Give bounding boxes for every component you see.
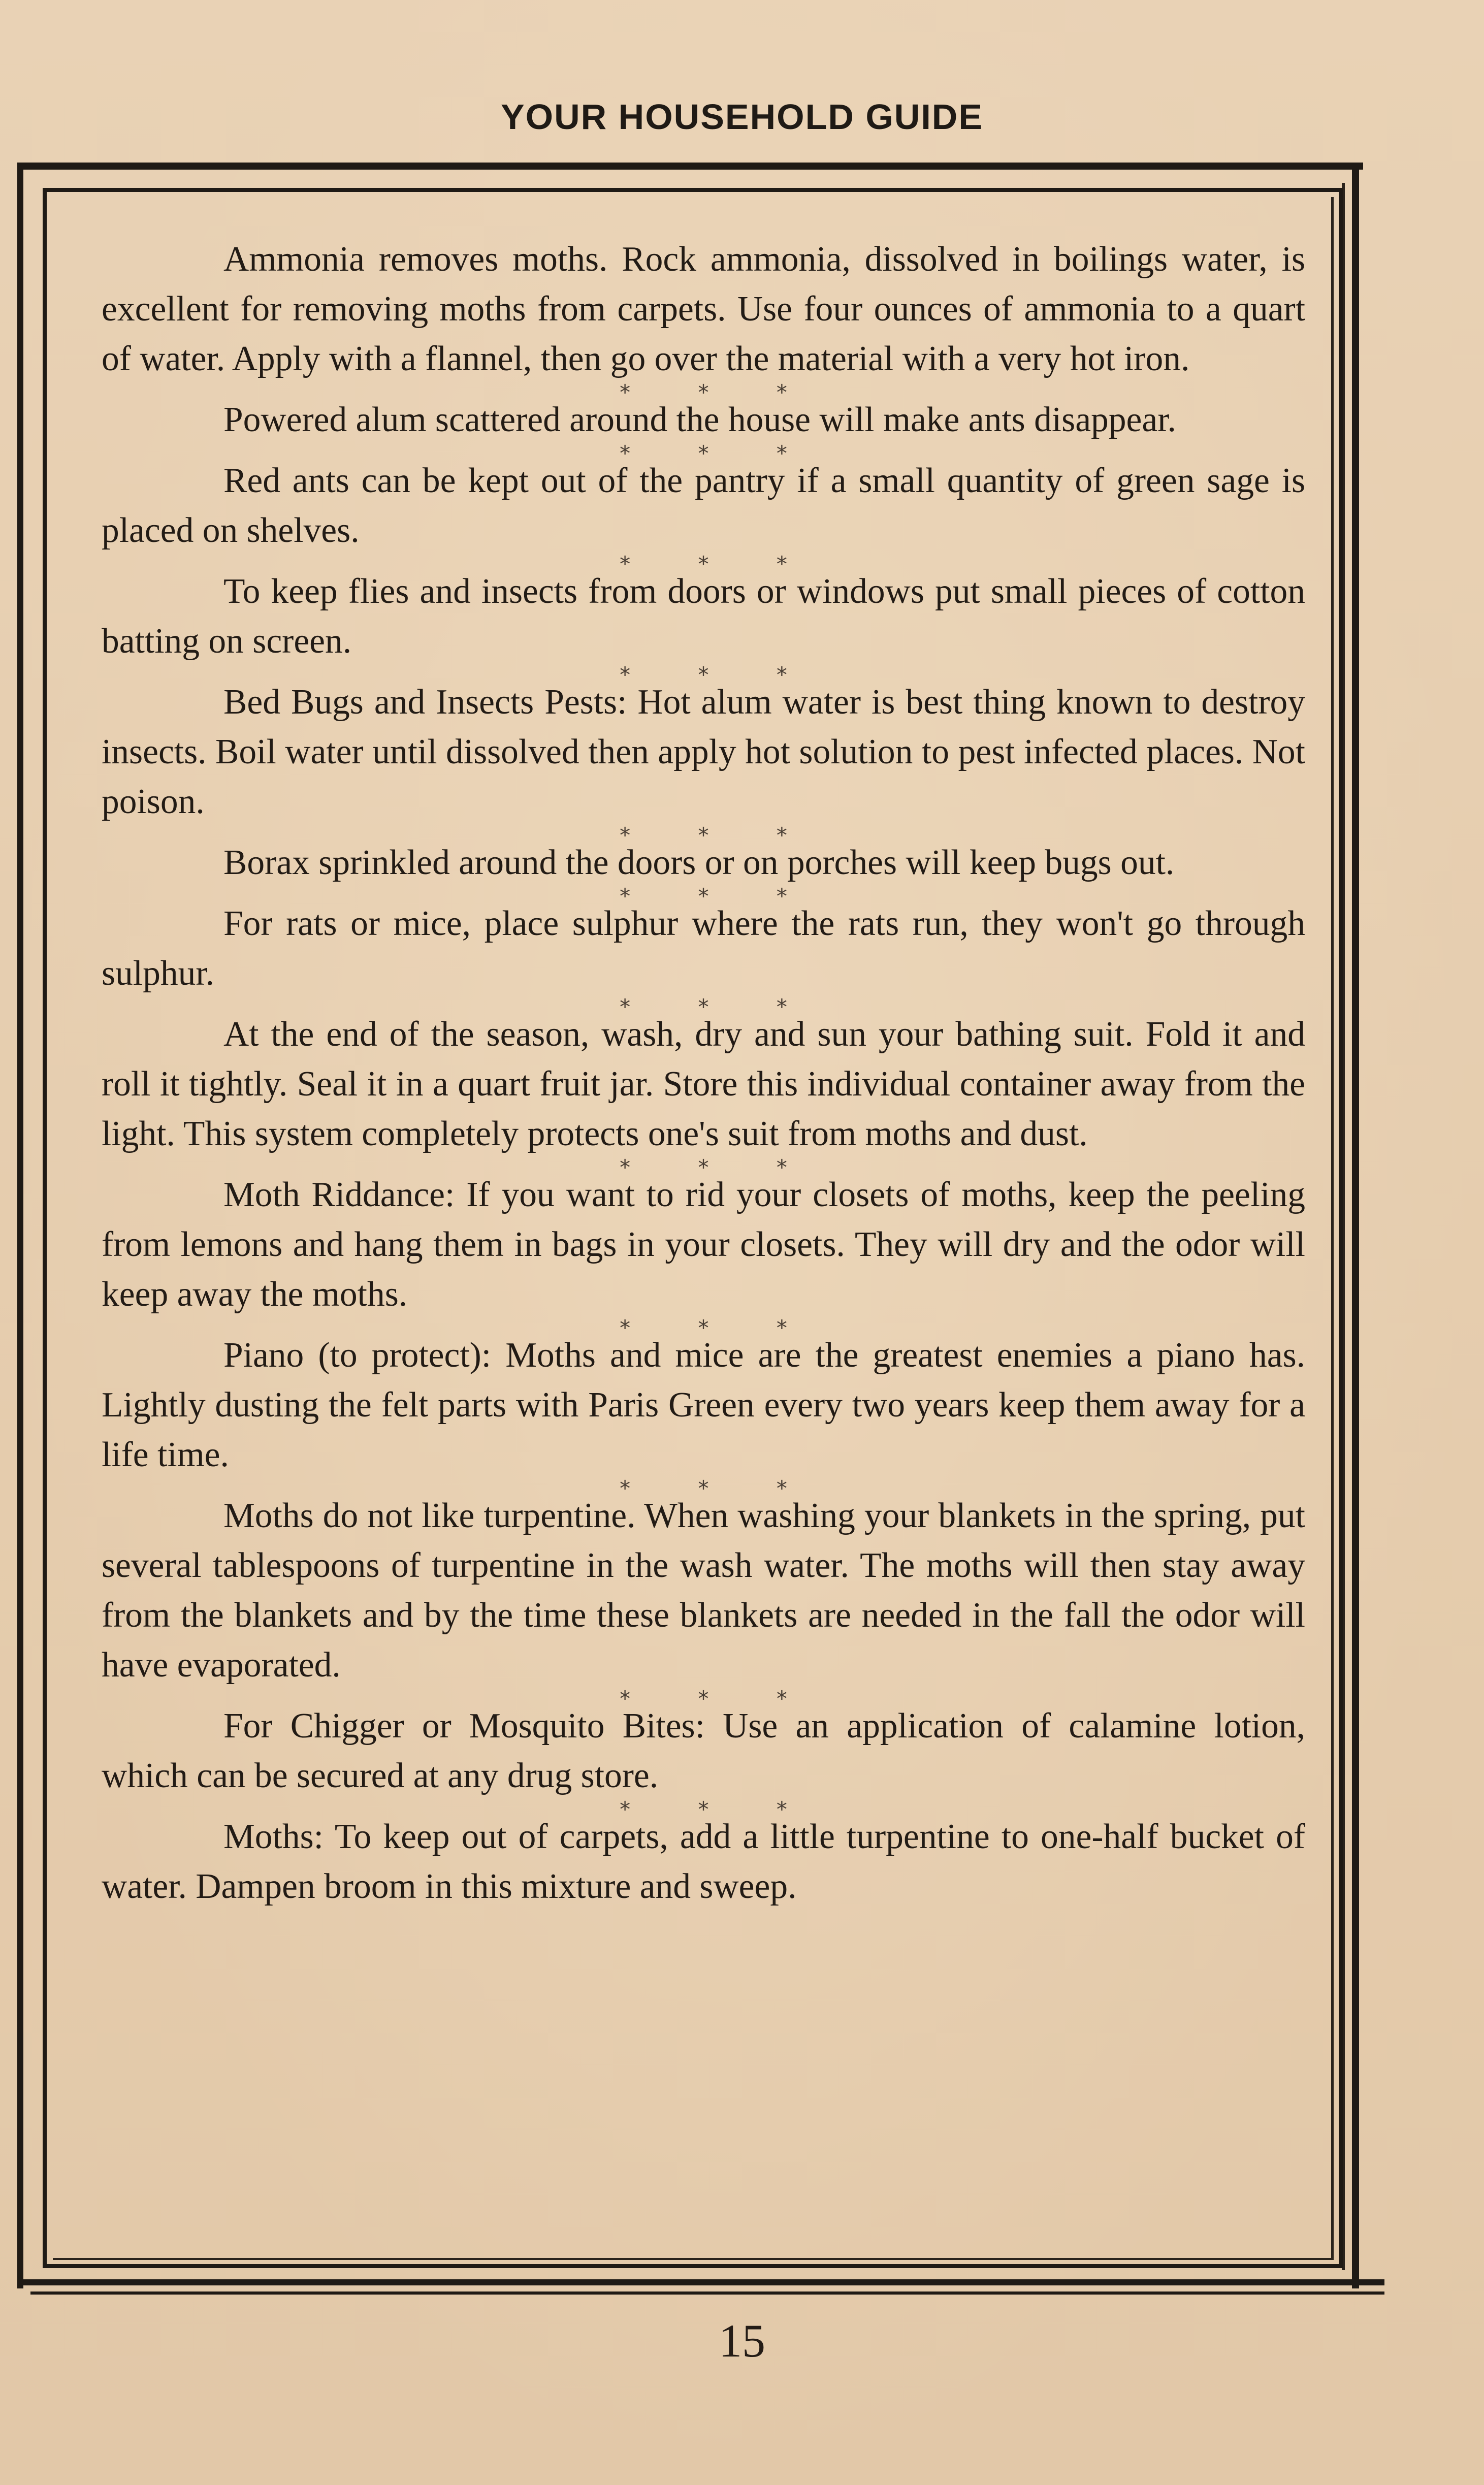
section-separator: * * * <box>620 662 818 687</box>
frame-bottom-rule <box>23 2279 1384 2285</box>
section-separator: * * * <box>620 441 818 466</box>
frame-right-rule <box>1352 163 1359 2288</box>
tip-paragraph: Moths: To keep out of carpets, add a little turpentine to one-half bucket of water. Dampen broom in this mixture and sweep. <box>102 1817 1305 1906</box>
tip-paragraph: Red ants can be kept out of the pantry if a small quantity of green sage is placed on shelves. <box>102 461 1305 550</box>
section-separator: * * * <box>620 1686 818 1711</box>
tip-paragraph: At the end of the season, wash, dry and sun your bathing suit. Fold it and roll it tightly. Seal it in a quart fruit jar. Store this individual container away from the light. This system completely protects one's suit from moths and dust. <box>102 1015 1305 1153</box>
section-separator: * * * <box>620 1476 818 1501</box>
section-separator: * * * <box>620 1797 818 1822</box>
page-number: 15 <box>719 2315 765 2367</box>
tip-paragraph: Bed Bugs and Insects Pests: Hot alum water is best thing known to destroy insects. Boil water until dissolved then apply hot solution to pest infected places. Not poison. <box>102 683 1305 821</box>
tip-paragraph: Borax sprinkled around the doors or on porches will keep bugs out. <box>223 843 1175 882</box>
tip-paragraph: Moth Riddance: If you want to rid your closets of moths, keep the peeling from lemons and hang them in bags in your closets. They will dry and the odor will keep away the moths. <box>102 1175 1305 1314</box>
section-separator: * * * <box>620 1315 818 1340</box>
tip-paragraph: For Chigger or Mosquito Bites: Use an application of calamine lotion, which can be secured at any drug store. <box>102 1706 1305 1795</box>
section-separator: * * * <box>620 884 818 909</box>
section-separator: * * * <box>620 1155 818 1180</box>
tip-paragraph: For rats or mice, place sulphur where the rats run, they won't go through sulphur. <box>102 904 1305 993</box>
running-head: YOUR HOUSEHOLD GUIDE <box>500 97 984 137</box>
tip-paragraph: Powered alum scattered around the house will make ants disappear. <box>223 400 1176 439</box>
tip-paragraph: To keep flies and insects from doors or windows put small pieces of cotton batting on screen. <box>102 572 1305 661</box>
frame-bottom-thin-rule <box>30 2292 1384 2295</box>
section-separator: * * * <box>620 380 818 405</box>
section-separator: * * * <box>620 552 818 576</box>
tip-paragraph: Piano (to protect): Moths and mice are the greatest enemies a piano has. Lightly dusting the felt parts with Paris Green every two years keep them away for a life time. <box>102 1336 1305 1474</box>
tip-paragraph: Moths do not like turpentine. When washing your blankets in the spring, put several tablespoons of turpentine in the wash water. The moths will then stay away from the blankets and by the time these blankets are needed in the fall the odor will have evaporated. <box>102 1496 1305 1685</box>
section-separator: * * * <box>620 823 818 848</box>
tip-paragraph: Ammonia removes moths. Rock ammonia, dissolved in boilings water, is excellent for removing moths from carpets. Use four ounces of ammonia to a quart of water. Apply with a flannel, then go over the material with a very hot iron. <box>102 240 1305 378</box>
body-text <box>102 235 1305 1912</box>
section-separator: * * * <box>620 994 818 1019</box>
